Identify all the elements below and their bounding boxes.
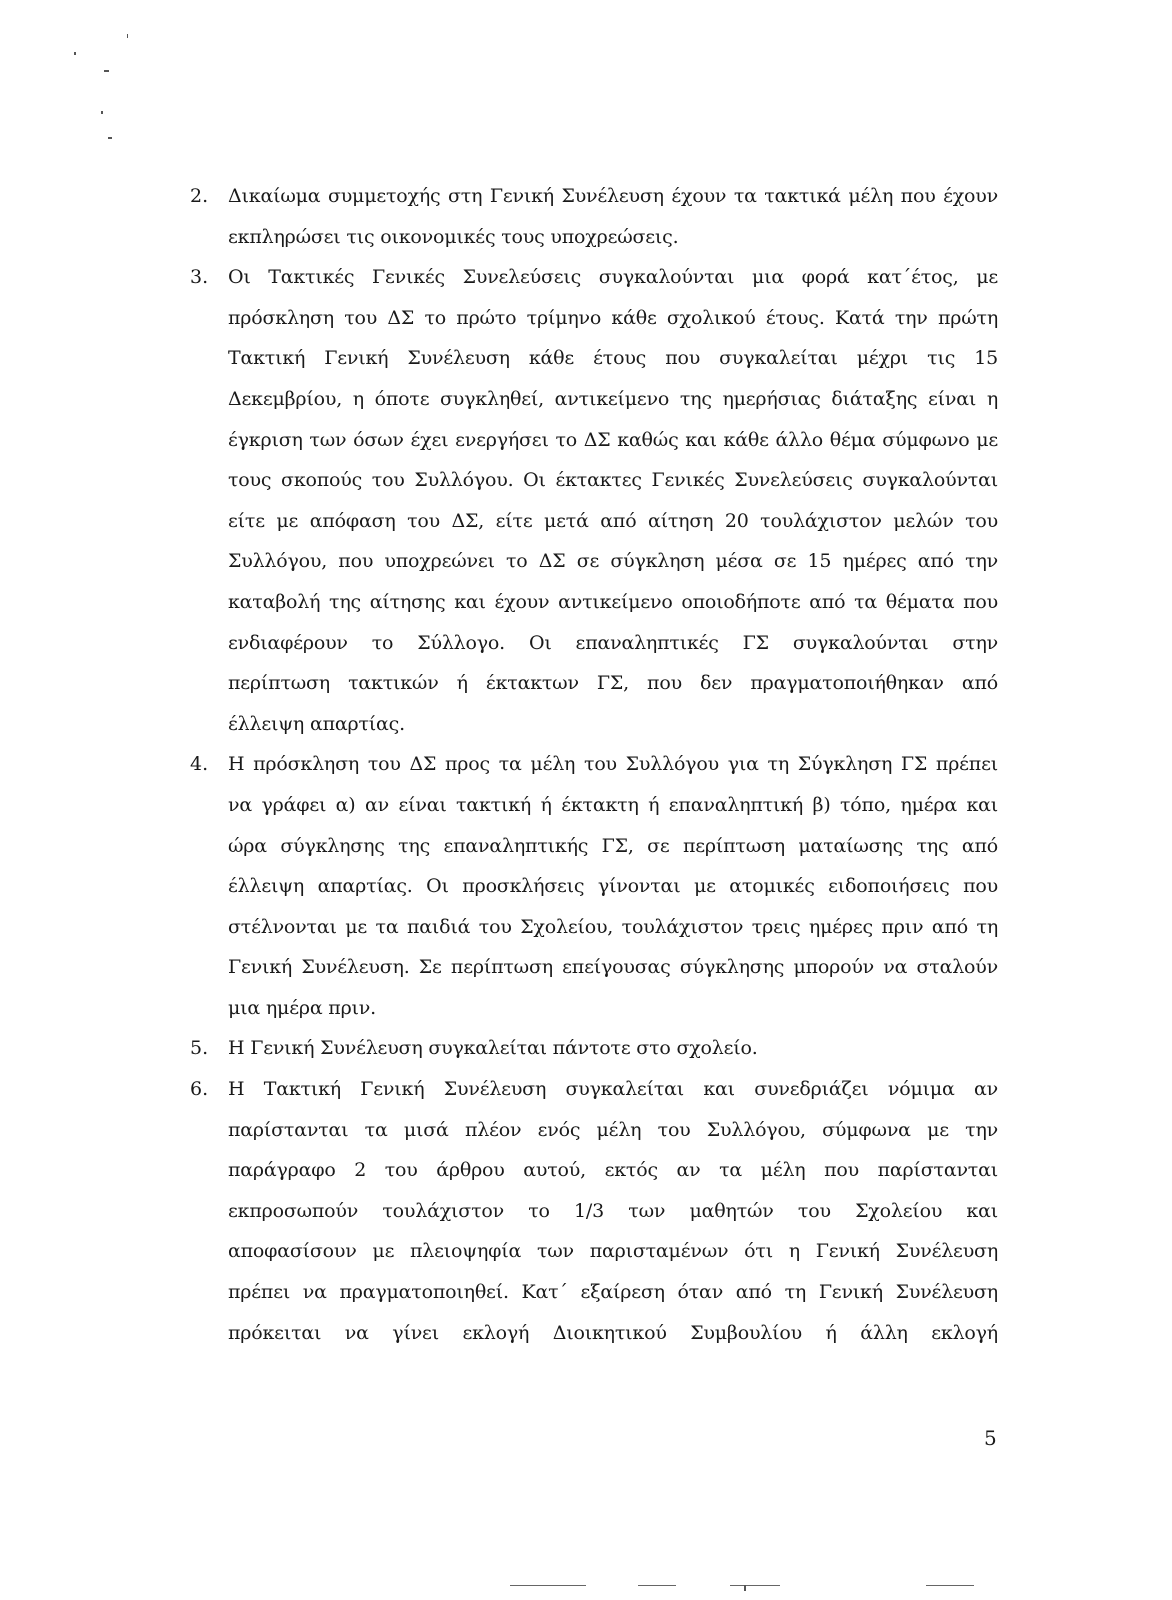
scan-artifact (101, 111, 103, 114)
scan-edge-line (638, 1585, 676, 1586)
text-line: αποφασίσουν με πλειοψηφία των παρισταμένων ότι η Γενική Συνέλευση (228, 1240, 998, 1263)
text-line: έγκριση των όσων έχει ενεργήσει το ΔΣ καθώς και κάθε άλλο θέμα σύμφωνο με (228, 428, 998, 451)
text-line: ενδιαφέρουν το Σύλλογο. Οι επαναληπτικές ΓΣ συγκαλούνται στην (228, 631, 998, 654)
scan-artifact (127, 34, 128, 38)
text-line: πρόσκληση του ΔΣ το πρώτο τρίμηνο κάθε σχολικού έτους. Κατά την πρώτη (228, 306, 998, 329)
item-number: 2. (190, 185, 209, 207)
item-number: 3. (190, 266, 209, 289)
scan-edge-line (510, 1585, 586, 1586)
text-line: έλλειψη απαρτίας. (228, 712, 405, 735)
text-line: εκπροσωπούν τουλάχιστον το 1/3 των μαθητών του Σχολείου και (228, 1199, 998, 1222)
list-item-3 (190, 257, 998, 744)
text-line: καταβολή της αίτησης και έχουν αντικείμενο οποιοδήποτε από τα θέματα που (228, 590, 998, 613)
text-line: Δεκεμβρίου, η όποτε συγκληθεί, αντικείμενο της ημερήσιας διάταξης είναι η (228, 387, 998, 410)
page-number: 5 (984, 1426, 997, 1450)
numbered-article-list (190, 176, 998, 1353)
text-line: παρίστανται τα μισά πλέον ενός μέλη του Συλλόγου, σύμφωνα με την (228, 1118, 998, 1141)
text-line: Η Τακτική Γενική Συνέλευση συγκαλείται και συνεδριάζει νόμιμα αν (228, 1078, 998, 1101)
scan-edge-line (926, 1585, 974, 1586)
text-line: εκπληρώσει τις οικονομικές τους υποχρεώσεις. (228, 225, 679, 248)
list-item-4 (190, 744, 998, 1028)
text-line: είτε με απόφαση του ΔΣ, είτε μετά από αίτηση 20 τουλάχιστον μελών του (228, 509, 998, 532)
text-line: Συλλόγου, που υποχρεώνει το ΔΣ σε σύγκληση μέσα σε 15 ημέρες από την (228, 550, 998, 573)
text-line: Η Γενική Συνέλευση συγκαλείται πάντοτε στο σχολείο. (228, 1037, 758, 1060)
item-number: 5. (190, 1037, 209, 1060)
item-number: 6. (190, 1078, 209, 1101)
text-line: πρέπει να πραγματοποιηθεί. Κατ΄ εξαίρεση όταν από τη Γενική Συνέλευση (228, 1281, 998, 1304)
text-line: μια ημέρα πριν. (228, 996, 376, 1019)
scan-artifact (744, 1585, 746, 1591)
text-line: τους σκοπούς του Συλλόγου. Οι έκτακτες Γενικές Συνελεύσεις συγκαλούνται (228, 469, 998, 492)
text-line: Η πρόσκληση του ΔΣ προς τα μέλη του Συλλόγου για τη Σύγκληση ΓΣ πρέπει (228, 753, 998, 776)
list-item-5 (190, 1028, 998, 1069)
text-line: ώρα σύγκλησης της επαναληπτικής ΓΣ, σε περίπτωση ματαίωσης της από (228, 834, 998, 857)
list-item-6 (190, 1069, 998, 1353)
item-number: 4. (190, 753, 209, 776)
text-line: Γενική Συνέλευση. Σε περίπτωση επείγουσας σύγκλησης μπορούν να σταλούν (228, 956, 998, 979)
text-line: στέλνονται με τα παιδιά του Σχολείου, τουλάχιστον τρεις ημέρες πριν από τη (228, 915, 998, 938)
scan-edge-line (730, 1585, 780, 1586)
scan-artifact (104, 70, 109, 72)
text-line: Οι Τακτικές Γενικές Συνελεύσεις συγκαλούνται μια φορά κατ΄έτος, με (228, 266, 998, 289)
text-line: παράγραφο 2 του άρθρου αυτού, εκτός αν τα μέλη που παρίστανται (228, 1159, 998, 1182)
list-item-2 (190, 176, 998, 257)
text-line: Δικαίωμα συμμετοχής στη Γενική Συνέλευση έχουν τα τακτικά μέλη που έχουν (228, 185, 998, 207)
text-line: να γράφει α) αν είναι τακτική ή έκτακτη ή επαναληπτική β) τόπο, ημέρα και (228, 793, 998, 816)
text-line: Τακτική Γενική Συνέλευση κάθε έτους που συγκαλείται μέχρι τις 15 (228, 347, 998, 370)
scan-artifact (74, 52, 76, 55)
scan-artifact (108, 137, 112, 139)
text-line: πρόκειται να γίνει εκλογή Διοικητικού Συμβουλίου ή άλλη εκλογή (228, 1321, 998, 1344)
text-line: περίπτωση τακτικών ή έκτακτων ΓΣ, που δεν πραγματοποιήθηκαν από (228, 672, 998, 695)
text-line: έλλειψη απαρτίας. Οι προσκλήσεις γίνονται με ατομικές ειδοποιήσεις που (228, 875, 998, 898)
